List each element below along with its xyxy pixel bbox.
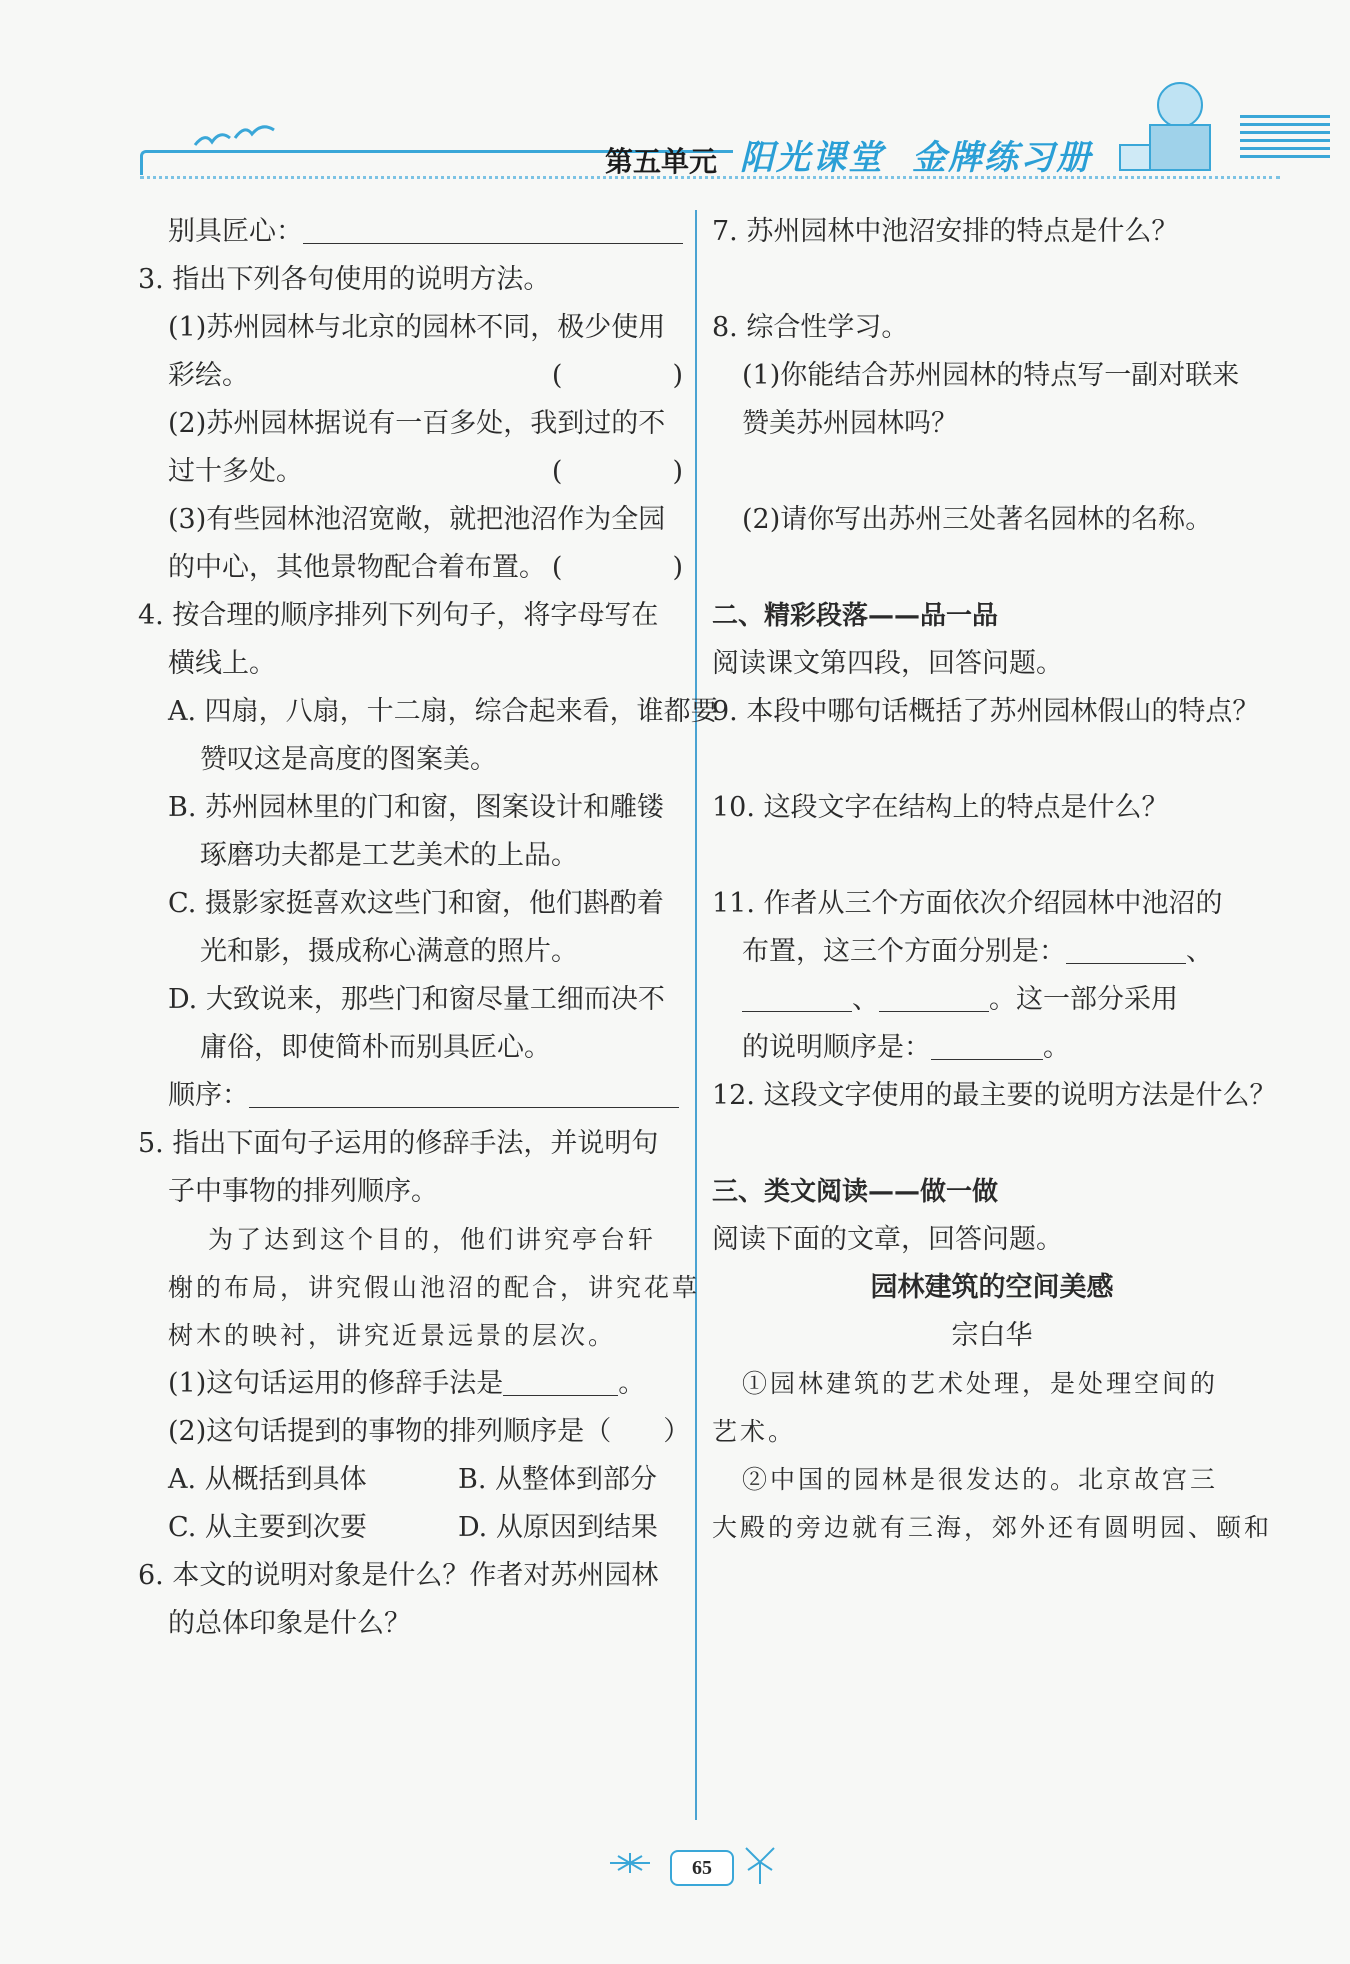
q4-order: 顺序： <box>138 1072 683 1120</box>
article-p1-line1: ①园林建筑的艺术处理，是处理空间的 <box>742 1369 1219 1398</box>
q5-option-a[interactable]: A. 从概括到具体 <box>168 1464 367 1495</box>
q5-title-line1: 5. 指出下面句子运用的修辞手法，并说明句 <box>138 1128 659 1159</box>
q4-title-line2: 横线上。 <box>168 648 276 679</box>
article-p2-line2: 大殿的旁边就有三海，郊外还有圆明园、颐和 <box>712 1513 1273 1542</box>
answer-paren[interactable]: ( ) <box>551 360 683 391</box>
q5-option-b[interactable]: B. 从整体到部分 <box>458 1464 658 1495</box>
article-title: 园林建筑的空间美感 <box>870 1272 1114 1303</box>
page-footer <box>0 1840 1350 1900</box>
observatory-icon <box>1110 75 1230 175</box>
q6-line1: 6. 本文的说明对象是什么？作者对苏州园林 <box>138 1560 659 1591</box>
article-p2-line1: ②中国的园林是很发达的。北京故宫三 <box>742 1465 1219 1494</box>
q11-line3: 、 。这一部分采用 <box>712 976 1272 1024</box>
q3-item3-line2: 的中心，其他景物配合着布置。 ( ) <box>138 544 683 592</box>
q3-item2-line2: 过十多处。 ( ) <box>138 448 683 496</box>
q8-sub2: (2)请你写出苏州三处著名园林的名称。 <box>742 504 1213 535</box>
brand-right: 金牌练习册 <box>912 138 1092 178</box>
page-header <box>0 0 1350 200</box>
article-author: 宗白华 <box>951 1320 1033 1351</box>
brand-title <box>740 130 1092 179</box>
left-column <box>138 208 718 1648</box>
page-number: 65 <box>670 1850 734 1886</box>
q5-option-c[interactable]: C. 从主要到次要 <box>168 1512 367 1543</box>
answer-blank[interactable] <box>303 213 683 244</box>
right-column <box>712 208 1277 1552</box>
q5-quote-line3: 树木的映衬，讲究近景远景的层次。 <box>168 1321 617 1350</box>
answer-paren[interactable]: ( ) <box>551 456 683 487</box>
q12: 12. 这段文字使用的最主要的说明方法是什么？ <box>712 1080 1277 1111</box>
brand-left: 阳光课堂 <box>740 138 884 178</box>
q8-title: 8. 综合性学习。 <box>712 312 909 343</box>
q9: 9. 本段中哪句话概括了苏州园林假山的特点？ <box>712 696 1260 727</box>
rhetoric-blank[interactable] <box>503 1365 618 1396</box>
section-3-heading: 三、类文阅读——做一做 <box>712 1177 999 1207</box>
q4-option-d-cont: 庸俗，即使简朴而别具匠心。 <box>200 1032 551 1063</box>
q2-continuation: 别具匠心： <box>138 208 683 256</box>
q5-options-row1 <box>138 1456 683 1504</box>
q4-option-d: D. 大致说来，那些门和窗尽量工细而决不 <box>168 984 665 1015</box>
column-divider <box>695 210 697 1820</box>
order-blank[interactable] <box>249 1077 679 1108</box>
q5-sub2: (2)这句话提到的事物的排列顺序是（ ） <box>168 1416 691 1447</box>
q3-item2-line1: (2)苏州园林据说有一百多处，我到过的不 <box>168 408 666 439</box>
q3-item1-line1: (1)苏州园林与北京的园林不同，极少使用 <box>168 312 666 343</box>
section-2-heading: 二、精彩段落——品一品 <box>712 601 999 631</box>
answer-blank[interactable] <box>1066 933 1186 964</box>
answer-blank[interactable] <box>742 981 852 1012</box>
unit-title: 第五单元 <box>605 145 718 178</box>
q5-options-row2 <box>138 1504 683 1552</box>
section-2-intro: 阅读课文第四段，回答问题。 <box>712 648 1063 679</box>
q5-option-d[interactable]: D. 从原因到结果 <box>458 1512 658 1543</box>
q5-sub1: (1)这句话运用的修辞手法是 。 <box>138 1360 683 1408</box>
q4-option-a-cont: 赞叹这是高度的图案美。 <box>200 744 497 775</box>
q3-title: 3. 指出下列各句使用的说明方法。 <box>138 264 551 295</box>
section-3-intro: 阅读下面的文章，回答问题。 <box>712 1224 1063 1255</box>
q8-sub1-line1: (1)你能结合苏州园林的特点写一副对联来 <box>742 360 1240 391</box>
header-stripes <box>1240 115 1330 175</box>
q10: 10. 这段文字在结构上的特点是什么？ <box>712 792 1169 823</box>
q4-option-b-cont: 琢磨功夫都是工艺美术的上品。 <box>200 840 578 871</box>
q11-line4: 的说明顺序是： 。 <box>712 1024 1272 1072</box>
answer-paren[interactable]: ( ) <box>551 552 683 583</box>
q5-quote-line1: 为了达到这个目的，他们讲究亭台轩 <box>208 1225 657 1254</box>
q11-line2: 布置，这三个方面分别是： 、 <box>712 928 1272 976</box>
q4-option-b: B. 苏州园林里的门和窗，图案设计和雕镂 <box>168 792 665 823</box>
windmill-icon <box>740 1840 780 1884</box>
q4-option-a: A. 四扇，八扇，十二扇，综合起来看，谁都要 <box>168 696 718 727</box>
sparkle-icon <box>600 1848 660 1878</box>
q4-option-c: C. 摄影家挺喜欢这些门和窗，他们斟酌着 <box>168 888 664 919</box>
q3-item3-line1: (3)有些园林池沼宽敞，就把池沼作为全园 <box>168 504 666 535</box>
q8-sub1-line2: 赞美苏州园林吗？ <box>742 408 958 439</box>
answer-blank[interactable] <box>931 1029 1043 1060</box>
q5-quote-line2: 榭的布局，讲究假山池沼的配合，讲究花草 <box>168 1273 701 1302</box>
q4-title-line1: 4. 按合理的顺序排列下列句子，将字母写在 <box>138 600 659 631</box>
q5-title-line2: 子中事物的排列顺序。 <box>168 1176 438 1207</box>
q4-option-c-cont: 光和影，摄成称心满意的照片。 <box>200 936 578 967</box>
q11-line1: 11. 作者从三个方面依次介绍园林中池沼的 <box>712 888 1223 919</box>
article-p1-line2: 艺术。 <box>712 1417 797 1446</box>
q6-line2: 的总体印象是什么？ <box>168 1608 411 1639</box>
q7: 7. 苏州园林中池沼安排的特点是什么？ <box>712 216 1179 247</box>
answer-blank[interactable] <box>879 981 989 1012</box>
q3-item1-line2: 彩绘。 ( ) <box>138 352 683 400</box>
